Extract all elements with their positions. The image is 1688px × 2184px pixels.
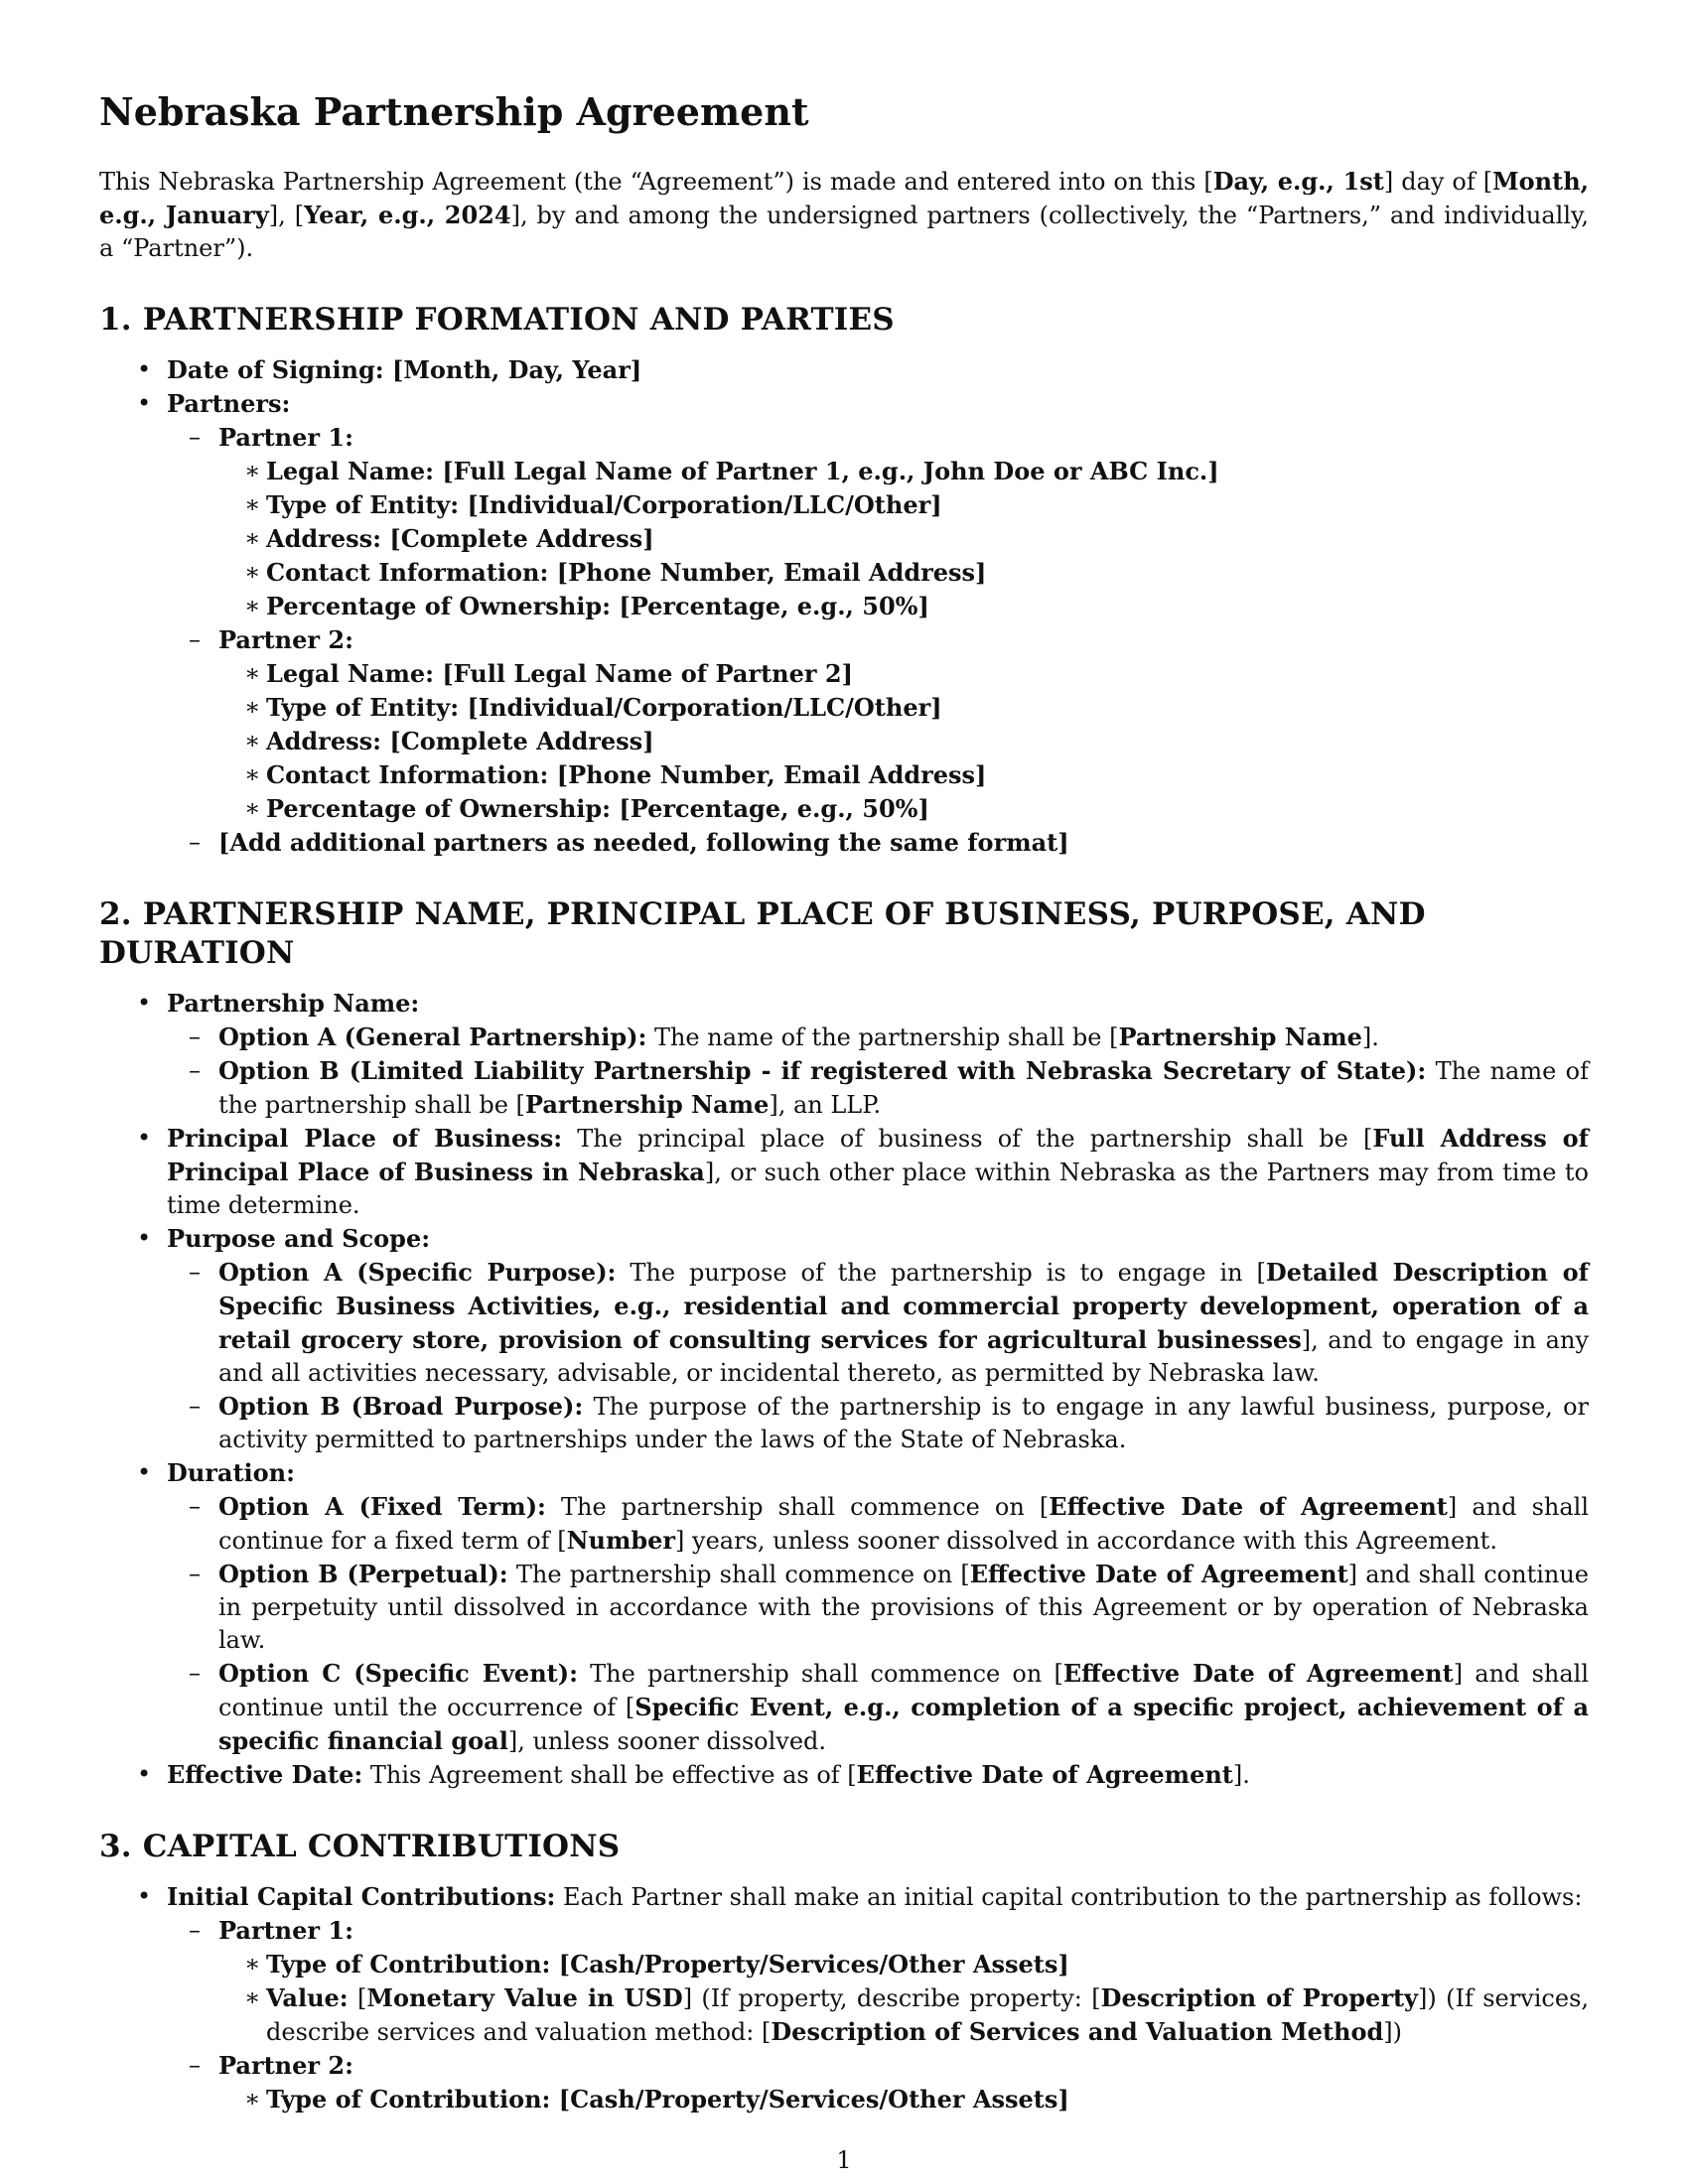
option-text: ] and shall continue for a fixed term of [ xyxy=(218,1493,1589,1555)
placeholder-text: Full Address of Principal Place of Business in Nebraska xyxy=(167,1124,1589,1186)
section-2-list xyxy=(99,987,1589,1792)
asterisk-icon: ∗ xyxy=(244,1983,261,2011)
list-item xyxy=(214,556,1589,590)
dash-icon: – xyxy=(189,1023,201,1050)
detail-text: Legal Name: [Full Legal Name of Partner 1, e.g., John Doe or ABC Inc.] xyxy=(266,457,1219,485)
detail-text: Address: [Complete Address] xyxy=(266,727,654,755)
list-item xyxy=(159,623,1589,826)
list-item xyxy=(159,1558,1589,1657)
bullet-icon: • xyxy=(137,1458,152,1486)
partners-list xyxy=(159,421,1589,860)
principal-place-label: Principal Place of Business: xyxy=(167,1124,563,1153)
partners-label: Partners: xyxy=(167,389,291,418)
item-text: ] (If property, describe property: [ xyxy=(682,1984,1101,2012)
dash-icon: – xyxy=(189,1056,201,1084)
section-3 xyxy=(99,1828,1589,2116)
item-text: ]) (If services, describe services and valuation method: [ xyxy=(266,1984,1590,2046)
list-item xyxy=(214,758,1589,792)
initial-capital-label: Initial Capital Contributions: xyxy=(167,1882,556,1911)
partner-1-label: Partner 1: xyxy=(218,423,353,452)
placeholder-text: Partnership Name xyxy=(1118,1023,1362,1051)
purpose-label: Purpose and Scope: xyxy=(167,1224,431,1253)
document-title: Nebraska Partnership Agreement xyxy=(99,89,809,134)
partner-1-contribution xyxy=(214,1948,1589,2049)
partnership-name-label: Partnership Name: xyxy=(167,989,420,1018)
list-item xyxy=(99,1222,1589,1456)
option-text: The purpose of the partnership is to engage in any lawful business, purpose, or activity permitted to partnerships under the laws of the State of Nebraska. xyxy=(218,1393,1589,1453)
asterisk-icon: ∗ xyxy=(244,727,261,754)
list-item xyxy=(99,1758,1589,1792)
asterisk-icon: ∗ xyxy=(244,1950,261,1978)
list-item xyxy=(214,725,1589,758)
option-text: The purpose of the partnership is to engage in [ xyxy=(616,1259,1266,1287)
asterisk-icon: ∗ xyxy=(244,760,261,788)
intro-text: ], by and among the undersigned partners (collectively, the “Partners,” and individually, a “Partner”). xyxy=(99,202,1590,262)
placeholder-text: Effective Date of Agreement xyxy=(969,1560,1348,1588)
option-label: Option B (Broad Purpose): xyxy=(218,1392,584,1421)
detail-text: Percentage of Ownership: [Percentage, e.g., 50%] xyxy=(266,794,929,823)
placeholder-text: Description of Services and Valuation Method xyxy=(771,2017,1384,2046)
dash-icon: – xyxy=(189,828,201,856)
option-text: ]. xyxy=(1361,1024,1379,1051)
section-2 xyxy=(99,895,1589,1792)
placeholder-text: Number xyxy=(566,1526,676,1555)
list-item xyxy=(159,826,1589,860)
list-item xyxy=(99,1122,1589,1222)
list-item xyxy=(159,1390,1589,1456)
partner-1-label: Partner 1: xyxy=(218,1916,353,1945)
placeholder-text: Specific Event, e.g., completion of a specific project, achievement of a specific financial goal xyxy=(218,1693,1589,1755)
intro-text: This Nebraska Partnership Agreement (the “Agreement”) is made and entered into on this [ xyxy=(99,168,1213,196)
placeholder-text: Partnership Name xyxy=(524,1090,770,1119)
option-text: The partnership shall commence on [ xyxy=(577,1660,1063,1688)
placeholder-text: Detailed Description of Specific Business Activities, e.g., residential and commercial property development, operation of a retail grocery store, provision of consulting services for agricultural businesses xyxy=(218,1258,1589,1354)
dash-icon: – xyxy=(189,1916,201,1944)
contribution-type: Type of Contribution: [Cash/Property/Services/Other Assets] xyxy=(266,1950,1069,1979)
option-text: ] and shall continue in perpetuity until dissolved in accordance with the provisions of this Agreement or by operation of Nebraska law. xyxy=(218,1561,1590,1654)
option-label: Option A (Specific Purpose): xyxy=(218,1258,617,1287)
detail-text: Address: [Complete Address] xyxy=(266,524,654,553)
detail-text: Contact Information: [Phone Number, Email Address] xyxy=(266,558,987,587)
detail-text: Type of Entity: [Individual/Corporation/LLC/Other] xyxy=(266,490,942,519)
asterisk-icon: ∗ xyxy=(244,592,261,619)
effective-date-label: Effective Date: xyxy=(167,1760,363,1789)
list-item xyxy=(214,1948,1589,1981)
intro-text: ] day of [ xyxy=(1383,168,1493,196)
list-item xyxy=(214,455,1589,488)
list-item xyxy=(214,691,1589,725)
dash-icon: – xyxy=(189,2051,201,2079)
list-item xyxy=(214,1981,1589,2049)
list-item xyxy=(214,2083,1589,2116)
contribution-type: Type of Contribution: [Cash/Property/Services/Other Assets] xyxy=(266,2085,1069,2114)
option-text: The name of the partnership shall be [ xyxy=(646,1024,1119,1051)
item-text: ], or such other place within Nebraska as the Partners may from time to time determine. xyxy=(167,1159,1589,1219)
intro-month: Month, e.g., January xyxy=(99,167,1589,229)
detail-text: Percentage of Ownership: [Percentage, e.g., 50%] xyxy=(266,592,929,620)
duration-label: Duration: xyxy=(167,1458,295,1487)
partner-2-contribution xyxy=(214,2083,1589,2116)
bullet-icon: • xyxy=(137,1882,152,1910)
bullet-icon: • xyxy=(137,1124,152,1152)
list-item xyxy=(214,657,1589,691)
value-label: Value: xyxy=(266,1983,349,2012)
partner-2-details xyxy=(214,657,1589,826)
list-item xyxy=(99,1880,1589,2116)
dash-icon: – xyxy=(189,423,201,451)
intro-day: Day, e.g., 1st xyxy=(1212,167,1384,196)
intro-paragraph xyxy=(99,165,1589,265)
list-item xyxy=(159,1914,1589,2049)
list-item xyxy=(99,987,1589,1122)
bullet-icon: • xyxy=(137,1760,152,1788)
list-item xyxy=(159,1657,1589,1758)
option-text: ], an LLP. xyxy=(769,1091,882,1119)
dash-icon: – xyxy=(189,625,201,653)
detail-text: Legal Name: [Full Legal Name of Partner 2] xyxy=(266,659,853,688)
option-label: Option A (Fixed Term): xyxy=(218,1492,546,1521)
list-item xyxy=(214,792,1589,826)
date-of-signing: Date of Signing: [Month, Day, Year] xyxy=(167,355,642,384)
add-partners-note: [Add additional partners as needed, following the same format] xyxy=(218,828,1069,857)
item-text: Each Partner shall make an initial capital contribution to the partnership as follows: xyxy=(555,1883,1583,1911)
option-text: ] and shall continue until the occurrence of [ xyxy=(218,1660,1590,1721)
option-text: The name of the partnership shall be [ xyxy=(218,1057,1589,1119)
asterisk-icon: ∗ xyxy=(244,659,261,687)
intro-text: ], [ xyxy=(268,202,305,229)
option-text: ] years, unless sooner dissolved in accordance with this Agreement. xyxy=(675,1527,1497,1555)
partner-1-details xyxy=(214,455,1589,623)
purpose-options xyxy=(159,1256,1589,1456)
list-item xyxy=(159,1054,1589,1122)
asterisk-icon: ∗ xyxy=(244,794,261,822)
intro-year: Year, e.g., 2024 xyxy=(304,201,511,229)
dash-icon: – xyxy=(189,1560,201,1587)
dash-icon: – xyxy=(189,1492,201,1520)
option-text: ], and to engage in any and all activities necessary, advisable, or incidental thereto, as permitted by Nebraska law. xyxy=(218,1326,1590,1387)
asterisk-icon: ∗ xyxy=(244,457,261,484)
partnership-name-options xyxy=(159,1021,1589,1122)
asterisk-icon: ∗ xyxy=(244,490,261,518)
list-item xyxy=(159,1490,1589,1558)
section-1-list xyxy=(99,353,1589,860)
option-text: ], unless sooner dissolved. xyxy=(507,1727,827,1755)
placeholder-text: Effective Date of Agreement xyxy=(856,1760,1233,1789)
partner-2-label: Partner 2: xyxy=(218,2051,353,2080)
bullet-icon: • xyxy=(137,1224,152,1252)
partner-2-label: Partner 2: xyxy=(218,625,353,654)
option-label: Option A (General Partnership): xyxy=(218,1023,647,1051)
item-text: The principal place of business of the partnership shall be [ xyxy=(562,1125,1373,1153)
option-label: Option B (Perpetual): xyxy=(218,1560,508,1588)
option-text: The partnership shall commence on [ xyxy=(507,1561,970,1588)
list-item xyxy=(159,2049,1589,2116)
item-text: This Agreement shall be effective as of [ xyxy=(362,1761,857,1789)
placeholder-text: Effective Date of Agreement xyxy=(1049,1492,1448,1521)
page-number: 1 xyxy=(836,2146,852,2174)
duration-options xyxy=(159,1490,1589,1758)
option-text: The partnership shall commence on [ xyxy=(545,1493,1050,1521)
list-item xyxy=(99,387,1589,860)
list-item xyxy=(214,590,1589,623)
item-text: [ xyxy=(348,1984,367,2012)
list-item xyxy=(99,353,1589,387)
list-item xyxy=(159,1256,1589,1390)
list-item xyxy=(214,522,1589,556)
dash-icon: – xyxy=(189,1392,201,1420)
section-3-heading: 3. CAPITAL CONTRIBUTIONS xyxy=(99,1829,621,1864)
option-label: Option B (Limited Liability Partnership - if registered with Nebraska Secretary of State): xyxy=(218,1056,1427,1085)
item-text: ]. xyxy=(1232,1761,1250,1789)
dash-icon: – xyxy=(189,1659,201,1687)
document-page xyxy=(99,89,1589,2152)
detail-text: Type of Entity: [Individual/Corporation/LLC/Other] xyxy=(266,693,942,722)
bullet-icon: • xyxy=(137,355,152,383)
list-item xyxy=(159,1021,1589,1054)
asterisk-icon: ∗ xyxy=(244,558,261,586)
option-label: Option C (Specific Event): xyxy=(218,1659,578,1688)
asterisk-icon: ∗ xyxy=(244,693,261,721)
bullet-icon: • xyxy=(137,989,152,1017)
placeholder-text: Effective Date of Agreement xyxy=(1062,1659,1454,1688)
asterisk-icon: ∗ xyxy=(244,2085,261,2113)
section-2-heading: 2. PARTNERSHIP NAME, PRINCIPAL PLACE OF BUSINESS, PURPOSE, AND DURATION xyxy=(99,896,1426,971)
list-item xyxy=(159,421,1589,623)
section-3-list xyxy=(99,1880,1589,2116)
detail-text: Contact Information: [Phone Number, Email Address] xyxy=(266,760,987,789)
list-item xyxy=(214,488,1589,522)
contribution-partners xyxy=(159,1914,1589,2116)
placeholder-text: Monetary Value in USD xyxy=(366,1983,683,2012)
list-item xyxy=(99,1456,1589,1758)
item-text: ]) xyxy=(1383,2018,1403,2046)
section-1 xyxy=(99,301,1589,860)
asterisk-icon: ∗ xyxy=(244,524,261,552)
bullet-icon: • xyxy=(137,389,152,417)
placeholder-text: Description of Property xyxy=(1100,1983,1418,2012)
section-1-heading: 1. PARTNERSHIP FORMATION AND PARTIES xyxy=(99,302,895,338)
dash-icon: – xyxy=(189,1258,201,1286)
